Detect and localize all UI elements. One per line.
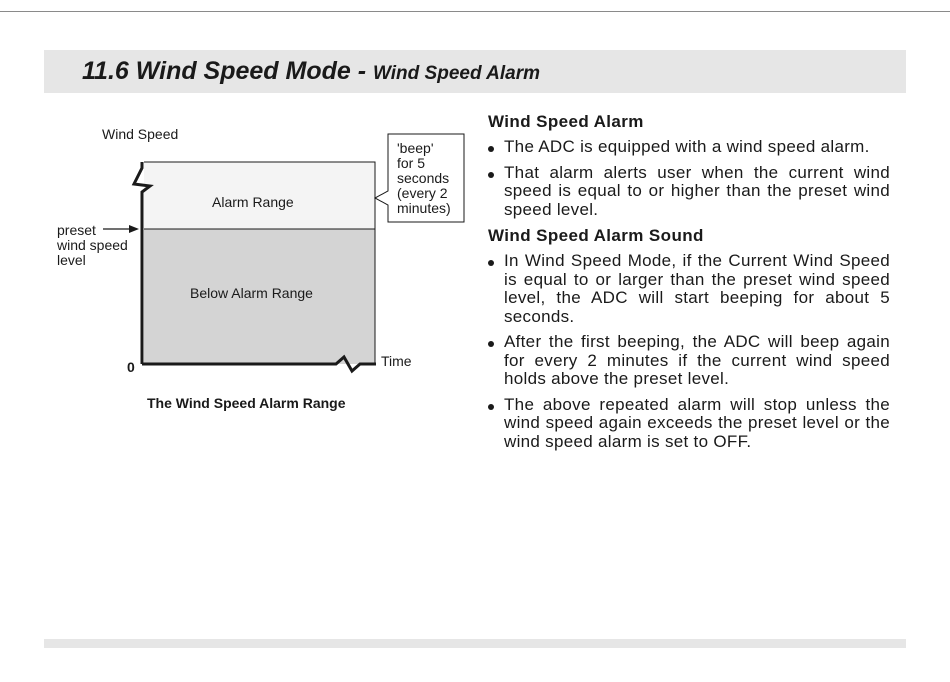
bullet-text: The above repeated alarm will stop unless the wind speed again exceeds the preset level or the wind speed alarm is set to OFF. — [504, 394, 890, 451]
preset-line: preset — [57, 222, 96, 238]
title-main: 11.6 Wind Speed Mode - — [82, 57, 374, 85]
section-heading-alarm-sound: Wind Speed Alarm Sound — [488, 226, 704, 245]
bullet-list — [488, 252, 890, 451]
diagram-caption: The Wind Speed Alarm Range — [147, 395, 346, 411]
title-sub: Wind Speed Alarm — [373, 63, 540, 84]
bullet-icon — [488, 341, 494, 347]
list-item — [488, 396, 890, 452]
callout-line: for 5 — [397, 155, 426, 171]
origin-label: 0 — [127, 359, 135, 375]
content-column — [488, 112, 890, 458]
bullet-text: In Wind Speed Mode, if the Current Wind Speed is equal to or larger than the preset wind speed level, the ADC will start beeping for about 5 seconds. — [504, 251, 890, 326]
preset-arrow-head — [129, 225, 139, 233]
bullet-icon — [488, 172, 494, 178]
list-item — [488, 138, 890, 157]
bullet-text: The ADC is equipped with a wind speed alarm. — [504, 137, 870, 156]
callout-line: 'beep' — [397, 140, 434, 156]
list-item — [488, 164, 890, 220]
bullet-text: After the first beeping, the ADC will beep again for every 2 minutes if the current wind speed holds above the preset level. — [504, 332, 890, 388]
bullet-icon — [488, 404, 494, 410]
x-axis-label: Time — [381, 353, 412, 369]
callout-line: minutes) — [397, 200, 451, 216]
bullet-list — [488, 138, 890, 219]
list-item — [488, 333, 890, 389]
beep-callout-text — [397, 141, 465, 216]
bullet-icon — [488, 260, 494, 266]
callout-line: seconds — [397, 170, 450, 186]
bullet-icon — [488, 146, 494, 152]
preset-line: level — [57, 252, 86, 268]
callout-line: (every 2 — [397, 185, 448, 201]
footer-bar — [44, 639, 906, 648]
list-item — [488, 252, 890, 326]
preset-line: wind speed — [57, 237, 128, 253]
section-heading-wind-speed-alarm: Wind Speed Alarm — [488, 112, 644, 131]
alarm-range-label: Alarm Range — [212, 194, 294, 210]
below-alarm-range-label: Below Alarm Range — [190, 285, 313, 301]
preset-level-label — [57, 223, 128, 268]
bullet-text: That alarm alerts user when the current wind speed is equal to or higher than the preset wind speed level. — [504, 162, 890, 219]
y-axis-label: Wind Speed — [102, 126, 179, 142]
